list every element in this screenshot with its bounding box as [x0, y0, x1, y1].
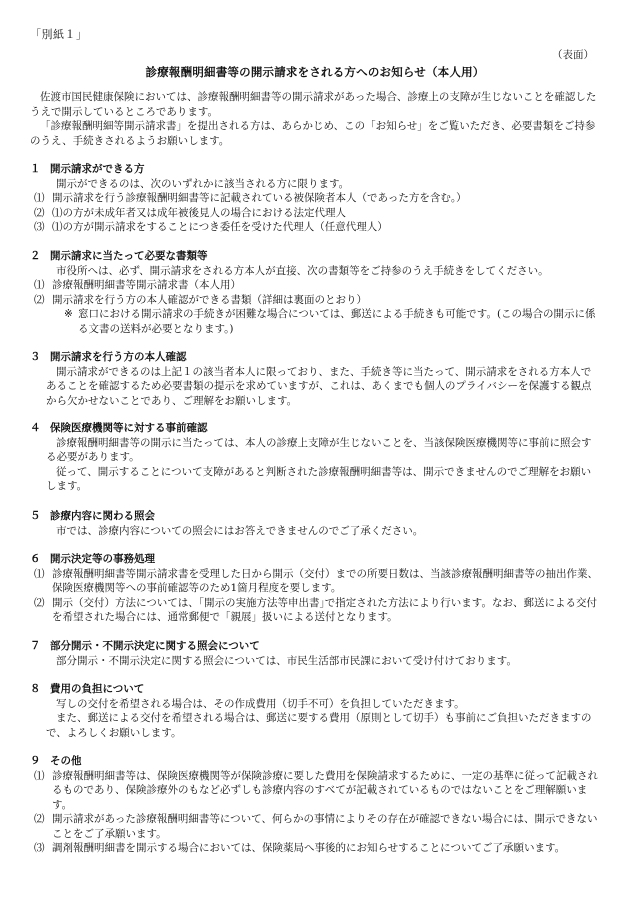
- item-mark: ⑵: [34, 813, 45, 825]
- section-2: [30, 249, 600, 336]
- section-heading: [30, 162, 600, 177]
- item-mark: ⑴: [34, 192, 45, 204]
- section-title: 開示請求に当たって必要な書類等: [50, 250, 208, 262]
- list-item: [30, 841, 600, 856]
- note-text: 窓口における開示請求の手続きが困難な場合については、郵送による手続きも可能です。(この場合の開示に係る文書の送料が必要となります。): [78, 308, 596, 335]
- list-item: [30, 567, 600, 596]
- section-body: 診療報酬明細書等の開示に当たっては、本人の診療上支障が生じないことを、当該保険医療機関等に事前に照会する必要があります。: [46, 436, 592, 463]
- item-mark: ⑶: [34, 221, 45, 233]
- section-heading: [30, 552, 600, 567]
- section-heading: [30, 421, 600, 436]
- note-mark: ※: [64, 308, 73, 320]
- section-body: また、郵送による交付を希望される場合は、郵送に要する費用（原則として切手）も事前にご負担いただきますので、よろしくお願いします。: [46, 712, 592, 739]
- section-body: 開示ができるのは、次のいずれかに該当される方に限ります。: [56, 177, 350, 190]
- item-mark: ⑴: [34, 279, 45, 291]
- item-mark: ⑵: [34, 206, 45, 219]
- section-number: ７: [30, 640, 41, 652]
- section-number: ５: [30, 510, 41, 522]
- section-number: ４: [30, 422, 41, 434]
- section-heading: [30, 639, 600, 654]
- section-4: [30, 421, 600, 494]
- section-title: 診療内容に関わる照会: [50, 510, 155, 522]
- section-heading: [30, 350, 600, 365]
- section-title: 部分開示・不開示決定に関する照会について: [50, 640, 260, 652]
- section-8: [30, 682, 600, 740]
- section-title: 費用の負担について: [50, 683, 145, 695]
- section-number: ８: [30, 683, 41, 695]
- item-text: 開示請求を行う方の本人確認ができる書類（詳細は裏面のとおり）: [52, 293, 367, 306]
- section-number: ３: [30, 351, 41, 363]
- intro-section: [30, 90, 600, 148]
- section-body: 写しの交付を希望される場合は、その作成費用（切手不可）を負担していただきます。: [56, 697, 465, 710]
- section-1: [30, 162, 600, 235]
- section-heading: [30, 682, 600, 697]
- section-5: [30, 509, 600, 538]
- section-title: 開示請求を行う方の本人確認: [50, 351, 187, 363]
- item-text: ⑴の方が未成年者又は成年被後見人の場合における法定代理人: [52, 206, 346, 219]
- note: [30, 307, 600, 336]
- section-number: １: [30, 163, 41, 175]
- item-text: 開示請求があった診療報酬明細書等について、何らかの事情によりその存在が確認できない場合には、開示できないことをご了承願います。: [52, 813, 598, 840]
- intro-paragraph: 「診療報酬明細等開示請求書」を提出される方は、あらかじめ、この「お知らせ」をご覧いただき、必要書類をご持参のうえ、手続きされるようお願いします。: [30, 120, 596, 147]
- section-number: ６: [30, 553, 41, 565]
- section-title: 開示請求ができる方: [50, 163, 145, 175]
- item-text: 開示（交付）方法については、｢開示の実施方法等申出書｣で指定された方法により行います。なお、郵送による交付を希望された場合には、通常郵便で「親展」扱いによる送付となります。: [52, 596, 597, 623]
- item-mark: ⑵: [34, 293, 45, 306]
- item-text: 診療報酬明細書等開示請求書（本人用）: [52, 279, 241, 291]
- section-heading: [30, 509, 600, 524]
- list-item: [30, 206, 600, 221]
- list-item: [30, 220, 600, 235]
- intro-paragraph: 佐渡市国民健康保険においては、診療報酬明細書等の開示請求があった場合、診療上の支障が生じないことを確認したうえで開示しているところであります。: [30, 91, 597, 118]
- item-text: 開示請求を行う診療報酬明細書等に記載されている被保険者本人（であった方を含む。）: [52, 192, 467, 204]
- section-heading: [30, 754, 600, 769]
- page-title: 診療報酬明細書等の開示請求をされる方へのお知らせ（本人用）: [145, 65, 485, 79]
- section-heading: [30, 249, 600, 264]
- item-text: 調剤報酬明細書を開示する場合においては、保険薬局へ事後的にお知らせすることについてご了承願います。: [52, 842, 566, 854]
- section-7: [30, 639, 600, 668]
- section-number: ９: [30, 755, 41, 767]
- section-title: 保険医療機関等に対する事前確認: [50, 422, 208, 434]
- list-item: [30, 812, 600, 841]
- section-6: [30, 552, 600, 625]
- list-item: [30, 278, 600, 293]
- list-item: [30, 596, 600, 625]
- section-9: [30, 754, 600, 856]
- section-body: 従って、開示することについて支障があると判断された診療報酬明細書等は、開示できませんのでご理解をお願いします。: [46, 465, 592, 492]
- section-number: ２: [30, 250, 41, 262]
- item-text: ⑴の方が開示請求をすることにつき委任を受けた代理人（任意代理人）: [52, 221, 388, 233]
- item-mark: ⑶: [34, 842, 45, 854]
- section-title: 開示決定等の事務処理: [50, 553, 155, 565]
- item-text: 診療報酬明細書等は、保険医療機関等が保険診療に要した費用を保険請求するために、一定の基準に従って記載されるものであり、保険診療外のもなど必ずしも診療内容のすべてが記載されているものではないことをご理解願います。: [52, 769, 598, 811]
- section-body: 部分開示・不開示決定に関する照会については、市民生活部市民課において受け付けております。: [56, 654, 517, 667]
- attachment-label: 「別紙１」: [30, 28, 88, 41]
- item-mark: ⑴: [34, 567, 45, 580]
- section-3: [30, 350, 600, 408]
- section-title: その他: [50, 755, 82, 767]
- list-item: [30, 769, 600, 813]
- item-text: 診療報酬明細書等開示請求書を受理した日から開示（交付）までの所要日数は、当該診療報酬明細書等の抽出作業、保険医療機関等への事前確認等のため1箇月程度を要します。: [52, 567, 598, 594]
- section-body: 開示請求ができるのは上記１の該当者本人に限っており、また、手続き等に当たって、開示請求をされる方本人であることを確認するため必要書類の提示を求めていますが、これは、あくまでも個人のプライバシーを保護する観点から欠かせないことであり、ご理解をお願いします。: [46, 365, 592, 407]
- side-label: （表面）: [552, 49, 594, 61]
- section-body: 市では、診療内容についての照会にはお答えできませんのでご了承ください。: [56, 524, 424, 537]
- list-item: [30, 191, 600, 206]
- section-body: 市役所へは、必ず、開示請求をされる方本人が直接、次の書類等をご持参のうえ手続きをしてください。: [56, 264, 549, 277]
- list-item: [30, 293, 600, 308]
- item-mark: ⑴: [34, 769, 45, 782]
- item-mark: ⑵: [34, 596, 45, 609]
